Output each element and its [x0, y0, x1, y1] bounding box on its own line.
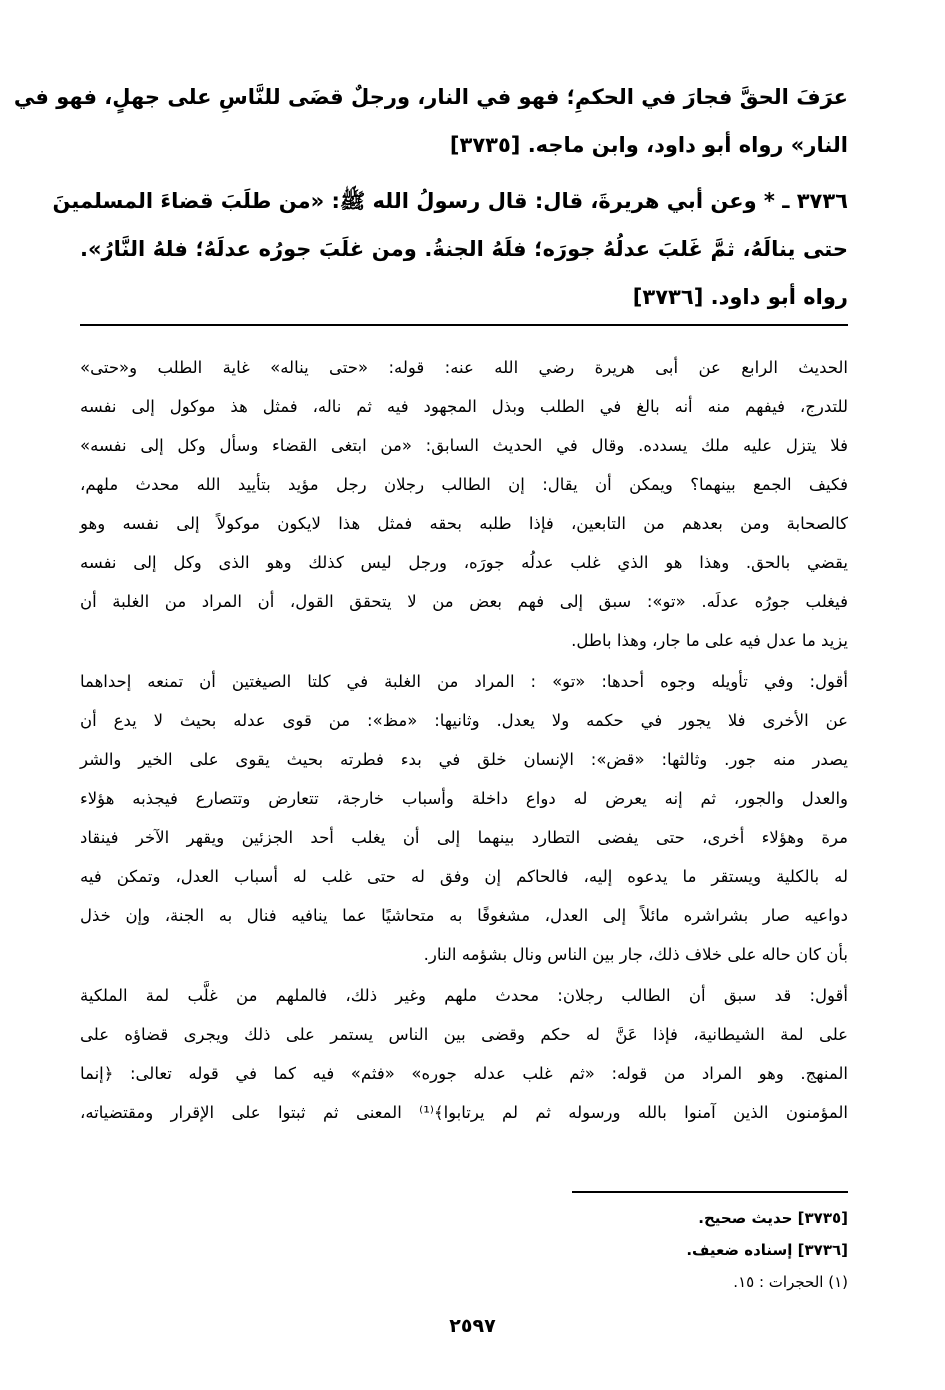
hadith-text: [13, 73, 848, 321]
commentary-line: المنهج. وهو المراد من قوله: «ثم غلب عدله جوره» «فثم» فيه كما في قوله تعالى: ﴿إنما: [80, 1064, 848, 1083]
section-divider: [80, 324, 848, 326]
commentary-line: الحديث الرابع عن أبى هريرة رضي الله عنه: قوله: «حتى يناله» غاية الطلب و«حتى»: [80, 358, 848, 377]
commentary-line: والعدل والجور، ثم إنه يعرض له دواع داخلة وأسباب خارجة، تتعارض وتتصارع فيجذبه هؤلاء: [80, 789, 848, 808]
footnote: (١) الحجرات : ١٥.: [733, 1273, 848, 1291]
hadith-line: عرَفَ الحقَّ فجارَ في الحكمِ؛ فهو في النار، ورجلٌ قضَى للنَّاسِ على جهلٍ، فهو في: [13, 85, 848, 109]
hadith-line: النار» رواه أبو داود، وابن ماجه. [٣٧٣٥]: [449, 133, 848, 157]
commentary-line: عن الأخرى فلا يجور في حكمه ولا يعدل. وثانيها: «مظ»: من قوى عدله بحيث لا يدع أن: [80, 711, 848, 730]
commentary-line: للتدرج، فيفهم منه أنه بالغ في الطلب وبذل المجهود فيه ثم ناله، فمثل هذ موكول إلى نفسه: [80, 397, 848, 416]
commentary-line: المؤمنون الذين آمنوا بالله ورسوله ثم لم يرتابوا﴾⁽¹⁾ المعنى ثم ثبتوا على الإقرار ومقتضياته،: [80, 1103, 849, 1122]
commentary-line: دواعيه صار بشراشره مائلاً إلى العدل، مشغوفًا به متحاشيًا عما ينافيه فنال به الجنة، وإن خذل: [80, 906, 848, 925]
commentary-text: [80, 348, 848, 1132]
page-number: ٢٥٩٧: [449, 1315, 496, 1337]
commentary-line: أقول: قد سبق أن الطالب رجلان: محدث ملهم وغير ذلك، فالملهم من غلَّب لمة الملكية: [80, 986, 848, 1005]
commentary-line: على لمة الشيطانية، فإذا عَنَّ له حكم وقضى بين الناس يستمر على ذلك ويجرى قضاؤه على: [80, 1025, 848, 1044]
commentary-line: مرة وهؤلاء أخرى، حتى يفضى التطارد بينهما إلى أن يغلب أحد الجزئين ويقهر الآخر فينقاد: [80, 828, 848, 847]
commentary-line: يقضي بالحق. وهذا هو الذي غلب عدلُه جورَه، ورجل ليس كذلك وهو الذى وكل إلى نفسه: [80, 553, 848, 572]
hadith-line: حتى ينالَهُ، ثمَّ غَلبَ عدلُهُ جورَه؛ فلَهُ الجنةُ. ومن غلَبَ جورُه عدلَهُ؛ فلهُ النَّارُ».: [80, 237, 848, 261]
footnote: [٣٧٣٦] إسناده ضعيف.: [686, 1241, 848, 1259]
hadith-line: ٣٧٣٦ ـ * وعن أبي هريرةَ، قال: قال رسولُ الله ﷺ: «من طلَبَ قضاءَ المسلمينَ: [52, 189, 848, 213]
footnote: [٣٧٣٥] حديث صحيح.: [698, 1209, 848, 1227]
commentary-line: فكيف الجمع بينهما؟ ويمكن أن يقال: إن الطالب رجلان رجل مؤيد بتأييد الله محدث ملهم،: [80, 475, 848, 494]
commentary-line: يصدر منه جور. وثالثها: «قض»: الإنسان خلق في بدء فطرته بحيث يقوى على الخير والشر: [80, 750, 848, 769]
commentary-line: فلا يتزل عليه ملك يسدده. وقال في الحديث السابق: «من ابتغى القضاء وسأل وكل إلى نفسه»: [80, 436, 848, 455]
commentary-line: له بالكلية ويستقر ما يدعوه إليه، فالحاكم إن وفق له حتى غلب له أسباب العدل، وتمكن فيه: [80, 867, 848, 886]
commentary-line: بأن كان حاله على خلاف ذلك، جار بين الناس ونال بشؤمه النار.: [423, 945, 848, 964]
footnote-divider: [572, 1191, 848, 1193]
commentary-paragraph: [80, 662, 848, 974]
commentary-paragraph: [80, 976, 848, 1132]
hadith-line: رواه أبو داود. [٣٧٣٦]: [632, 285, 848, 309]
commentary-line: فيغلب جورُه عدلَه. «تو»: سبق إلى فهم بعض من لا يتحقق القول، أن المراد من الغلبة أن: [80, 592, 848, 611]
commentary-line: يزيد ما عدل فيه على ما جار، وهذا باطل.: [571, 631, 848, 650]
footnotes: [686, 1202, 848, 1298]
commentary-line: أقول: وفي تأويله وجوه أحدها: «تو» : المراد من الغلبة في كلتا الصيغتين أن تمنعه إحداهما: [80, 672, 848, 691]
commentary-paragraph: [80, 348, 848, 660]
commentary-line: كالصحابة ومن بعدهم من التابعين، فإذا طلبه بحقه فمثل هذا لايكون موكولاً إلى نفسه وهو: [80, 514, 848, 533]
